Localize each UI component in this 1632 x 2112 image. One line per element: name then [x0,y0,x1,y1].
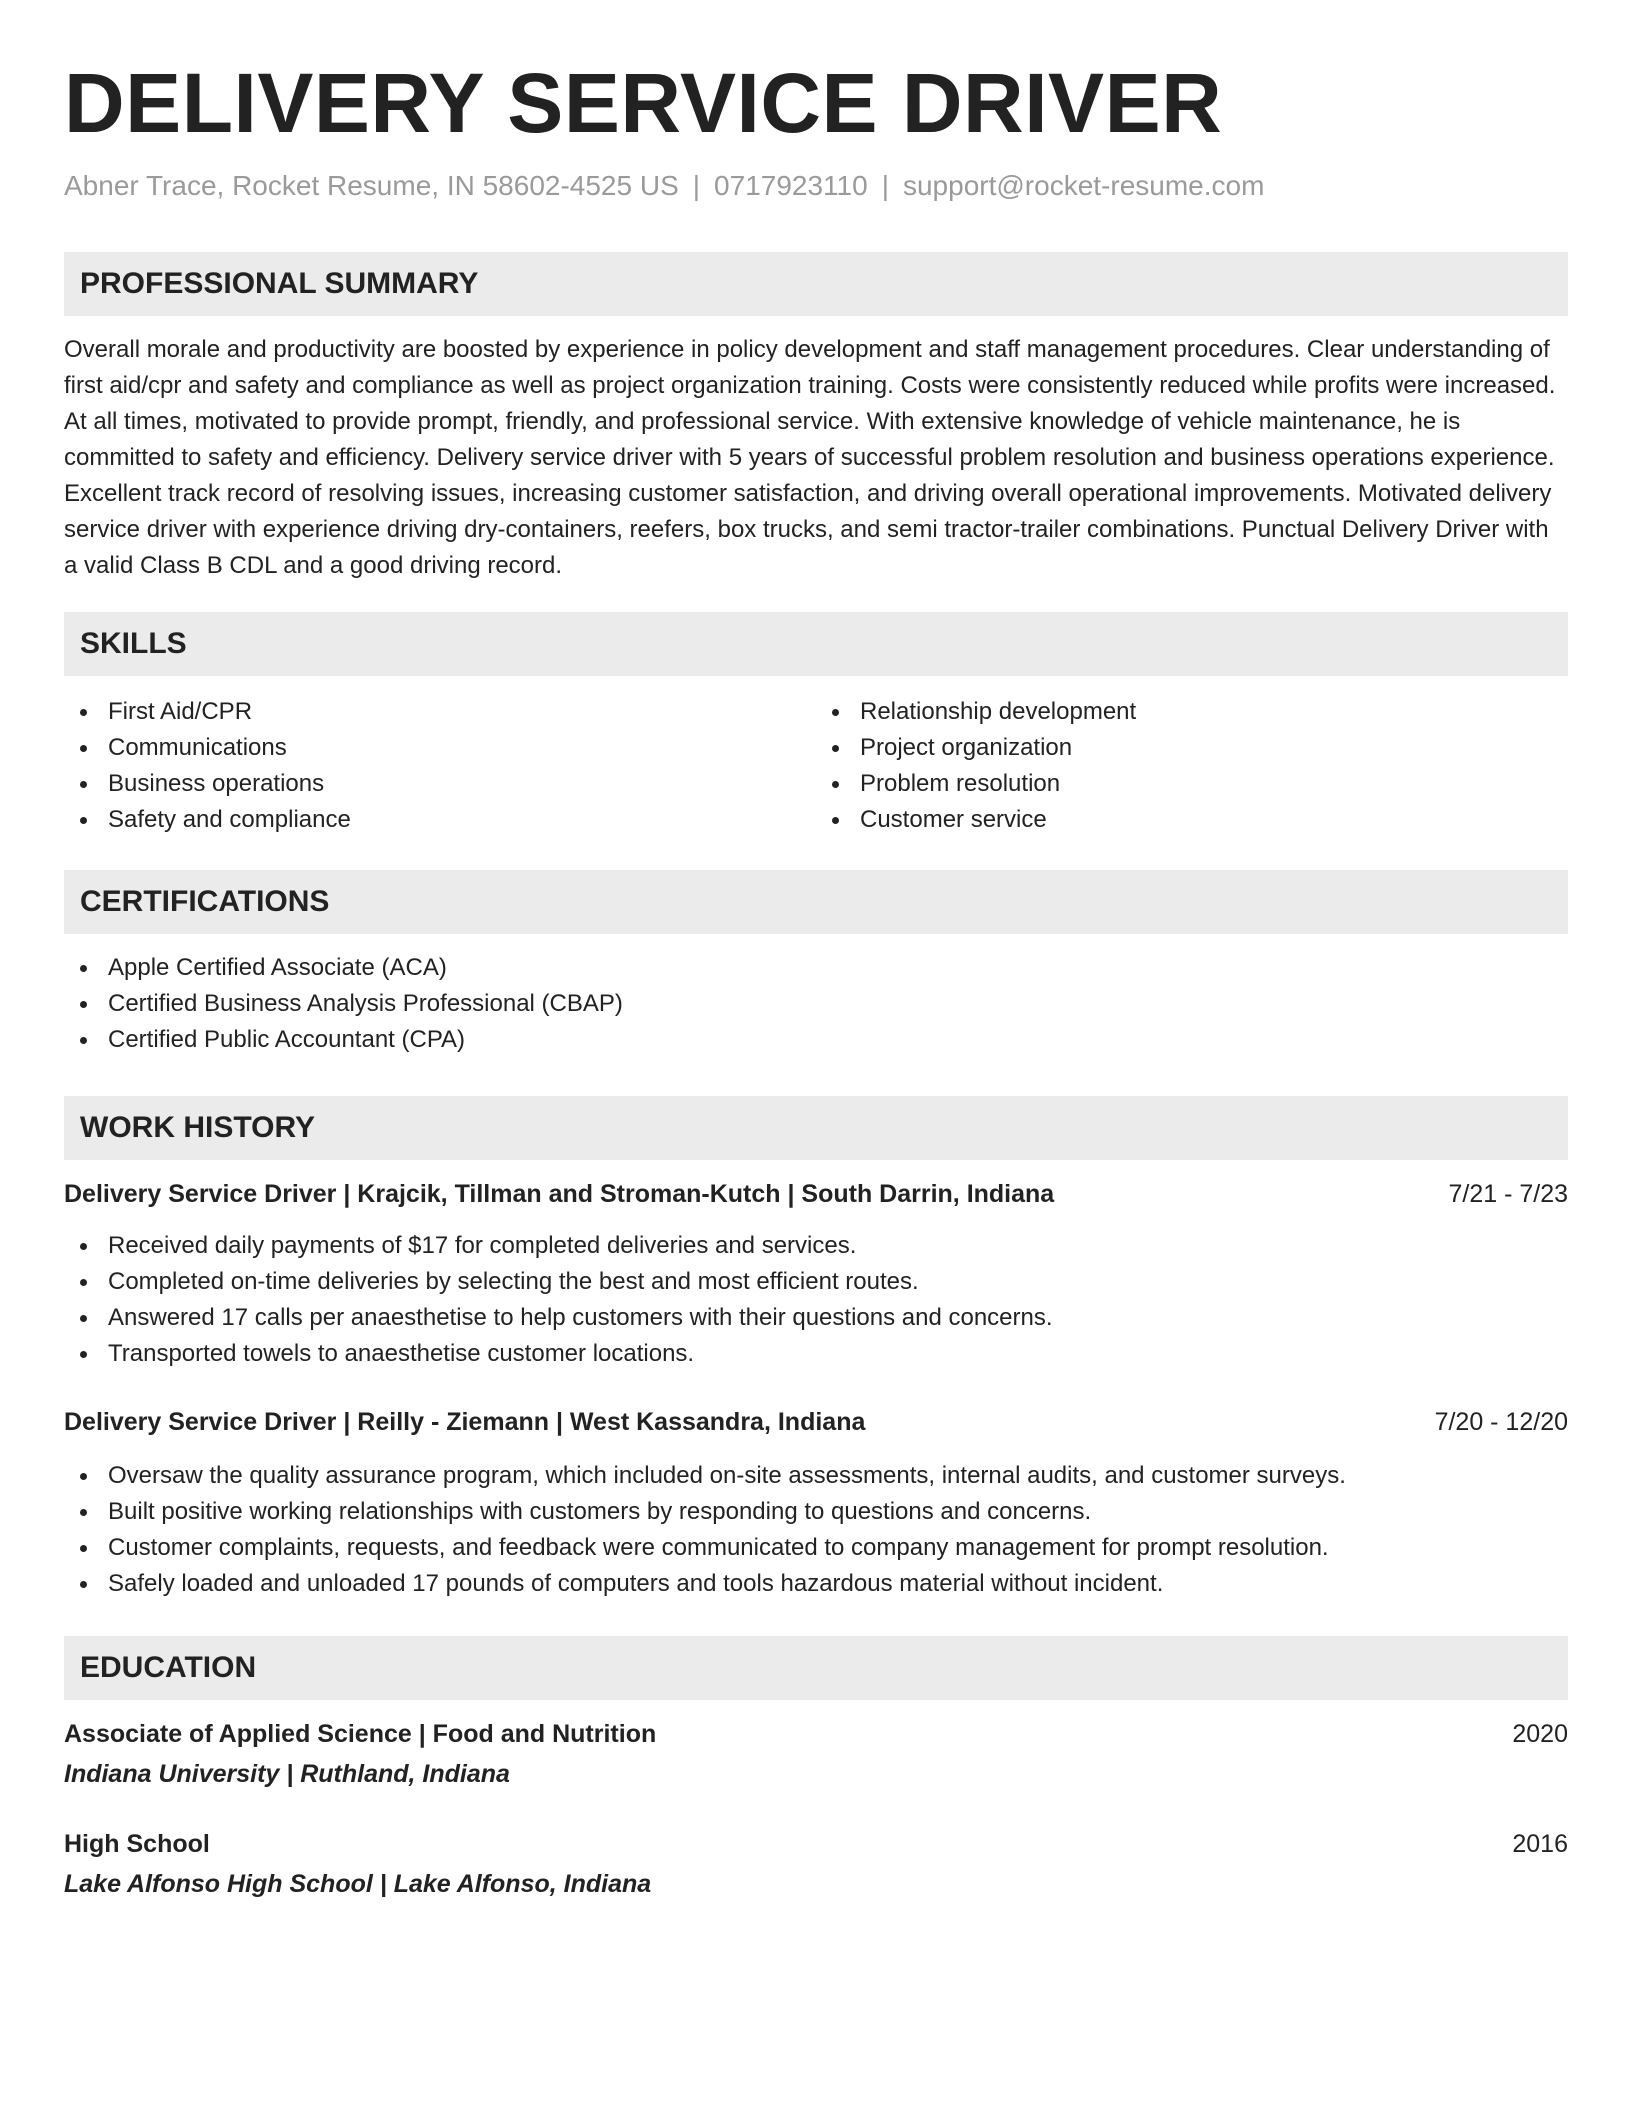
job-duty-item: Answered 17 calls per anaesthetise to help customers with their questions and concerns. [64,1300,1568,1336]
skills-column-left [64,694,816,838]
contact-email: support@rocket-resume.com [902,170,1265,201]
skill-item: Communications [64,730,816,766]
job-header [64,1176,1568,1212]
education-year: 2020 [1512,1720,1568,1748]
education-heading: EDUCATION [64,1636,1568,1700]
skill-item: Problem resolution [816,766,1568,802]
education-header [64,1826,1568,1862]
contact-separator: | [881,170,889,201]
education-entry [64,1826,1568,1902]
job-title: Delivery Service Driver | Reilly - Ziemann | West Kassandra, Indiana [64,1408,866,1436]
skill-item: Customer service [816,802,1568,838]
education-section [64,1636,1568,1902]
education-entry [64,1716,1568,1792]
job-duty-item: Safely loaded and unloaded 17 pounds of computers and tools hazardous material without incident. [64,1566,1568,1602]
certifications-heading: CERTIFICATIONS [64,870,1568,934]
resume-title: DELIVERY SERVICE DRIVER [64,56,1223,150]
job-dates: 7/20 - 12/20 [1434,1408,1568,1436]
certification-item: Certified Business Analysis Professional (CBAP) [64,986,1568,1022]
education-school: Lake Alfonso High School | Lake Alfonso, Indiana [64,1870,652,1898]
job-duty-item: Oversaw the quality assurance program, which included on-site assessments, internal audits, and customer surveys. [64,1458,1568,1494]
skills-section [64,612,1568,838]
job-duty-item: Received daily payments of $17 for completed deliveries and services. [64,1228,1568,1264]
education-degree: High School [64,1830,210,1858]
summary-text: Overall morale and productivity are boosted by experience in policy development and staff management procedures. Clear understanding of first aid/cpr and safety and compliance as well as project organization training. Costs were consistently reduced while profits were increased. At all times, motivated to provide prompt, friendly, and professional service. With extensive knowledge of vehicle maintenance, he is committed to safety and efficiency. Delivery service driver with 5 years of successful problem resolution and business operations experience. Excellent track record of resolving issues, increasing customer satisfaction, and driving overall operational improvements. Motivated delivery service driver with experience driving dry-containers, reefers, box trucks, and semi tractor-trailer combinations. Punctual Delivery Driver with a valid Class B CDL and a good driving record. [64,336,1556,579]
skill-item: Relationship development [816,694,1568,730]
summary-heading: PROFESSIONAL SUMMARY [64,252,1568,316]
skills-list-left [64,694,816,838]
skill-item: Business operations [64,766,816,802]
skills-grid [64,694,1568,838]
job-duty-item: Built positive working relationships with customers by responding to questions and concerns. [64,1494,1568,1530]
contact-separator: | [692,170,701,201]
contact-line [64,168,1568,204]
skills-column-right [816,694,1568,838]
certifications-section [64,870,1568,1058]
certification-item: Certified Public Accountant (CPA) [64,1022,1568,1058]
education-degree: Associate of Applied Science | Food and Nutrition [64,1720,657,1748]
education-school: Indiana University | Ruthland, Indiana [64,1760,510,1788]
contact-phone: 0717923110 [714,170,868,201]
job-duty-item: Customer complaints, requests, and feedback were communicated to company management for prompt resolution. [64,1530,1568,1566]
work-history-heading: WORK HISTORY [64,1096,1568,1160]
job-entry [64,1176,1568,1372]
education-header [64,1716,1568,1752]
certifications-list [64,950,1568,1058]
education-year: 2016 [1512,1830,1568,1858]
skill-item: First Aid/CPR [64,694,816,730]
job-title: Delivery Service Driver | Krajcik, Tillman and Stroman-Kutch | South Darrin, Indiana [64,1180,1055,1208]
job-duty-item: Transported towels to anaesthetise customer locations. [64,1336,1568,1372]
work-history-section [64,1096,1568,1602]
summary-section [64,252,1568,584]
skills-heading: SKILLS [64,612,1568,676]
contact-address: Abner Trace, Rocket Resume, IN 58602-4525 US [64,170,679,201]
job-header [64,1404,1568,1440]
job-duties-list [64,1458,1568,1602]
skill-item: Project organization [816,730,1568,766]
certification-item: Apple Certified Associate (ACA) [64,950,1568,986]
skill-item: Safety and compliance [64,802,816,838]
skills-list-right [816,694,1568,838]
job-entry [64,1404,1568,1602]
job-duty-item: Completed on-time deliveries by selecting the best and most efficient routes. [64,1264,1568,1300]
job-dates: 7/21 - 7/23 [1448,1180,1568,1208]
job-duties-list [64,1228,1568,1372]
